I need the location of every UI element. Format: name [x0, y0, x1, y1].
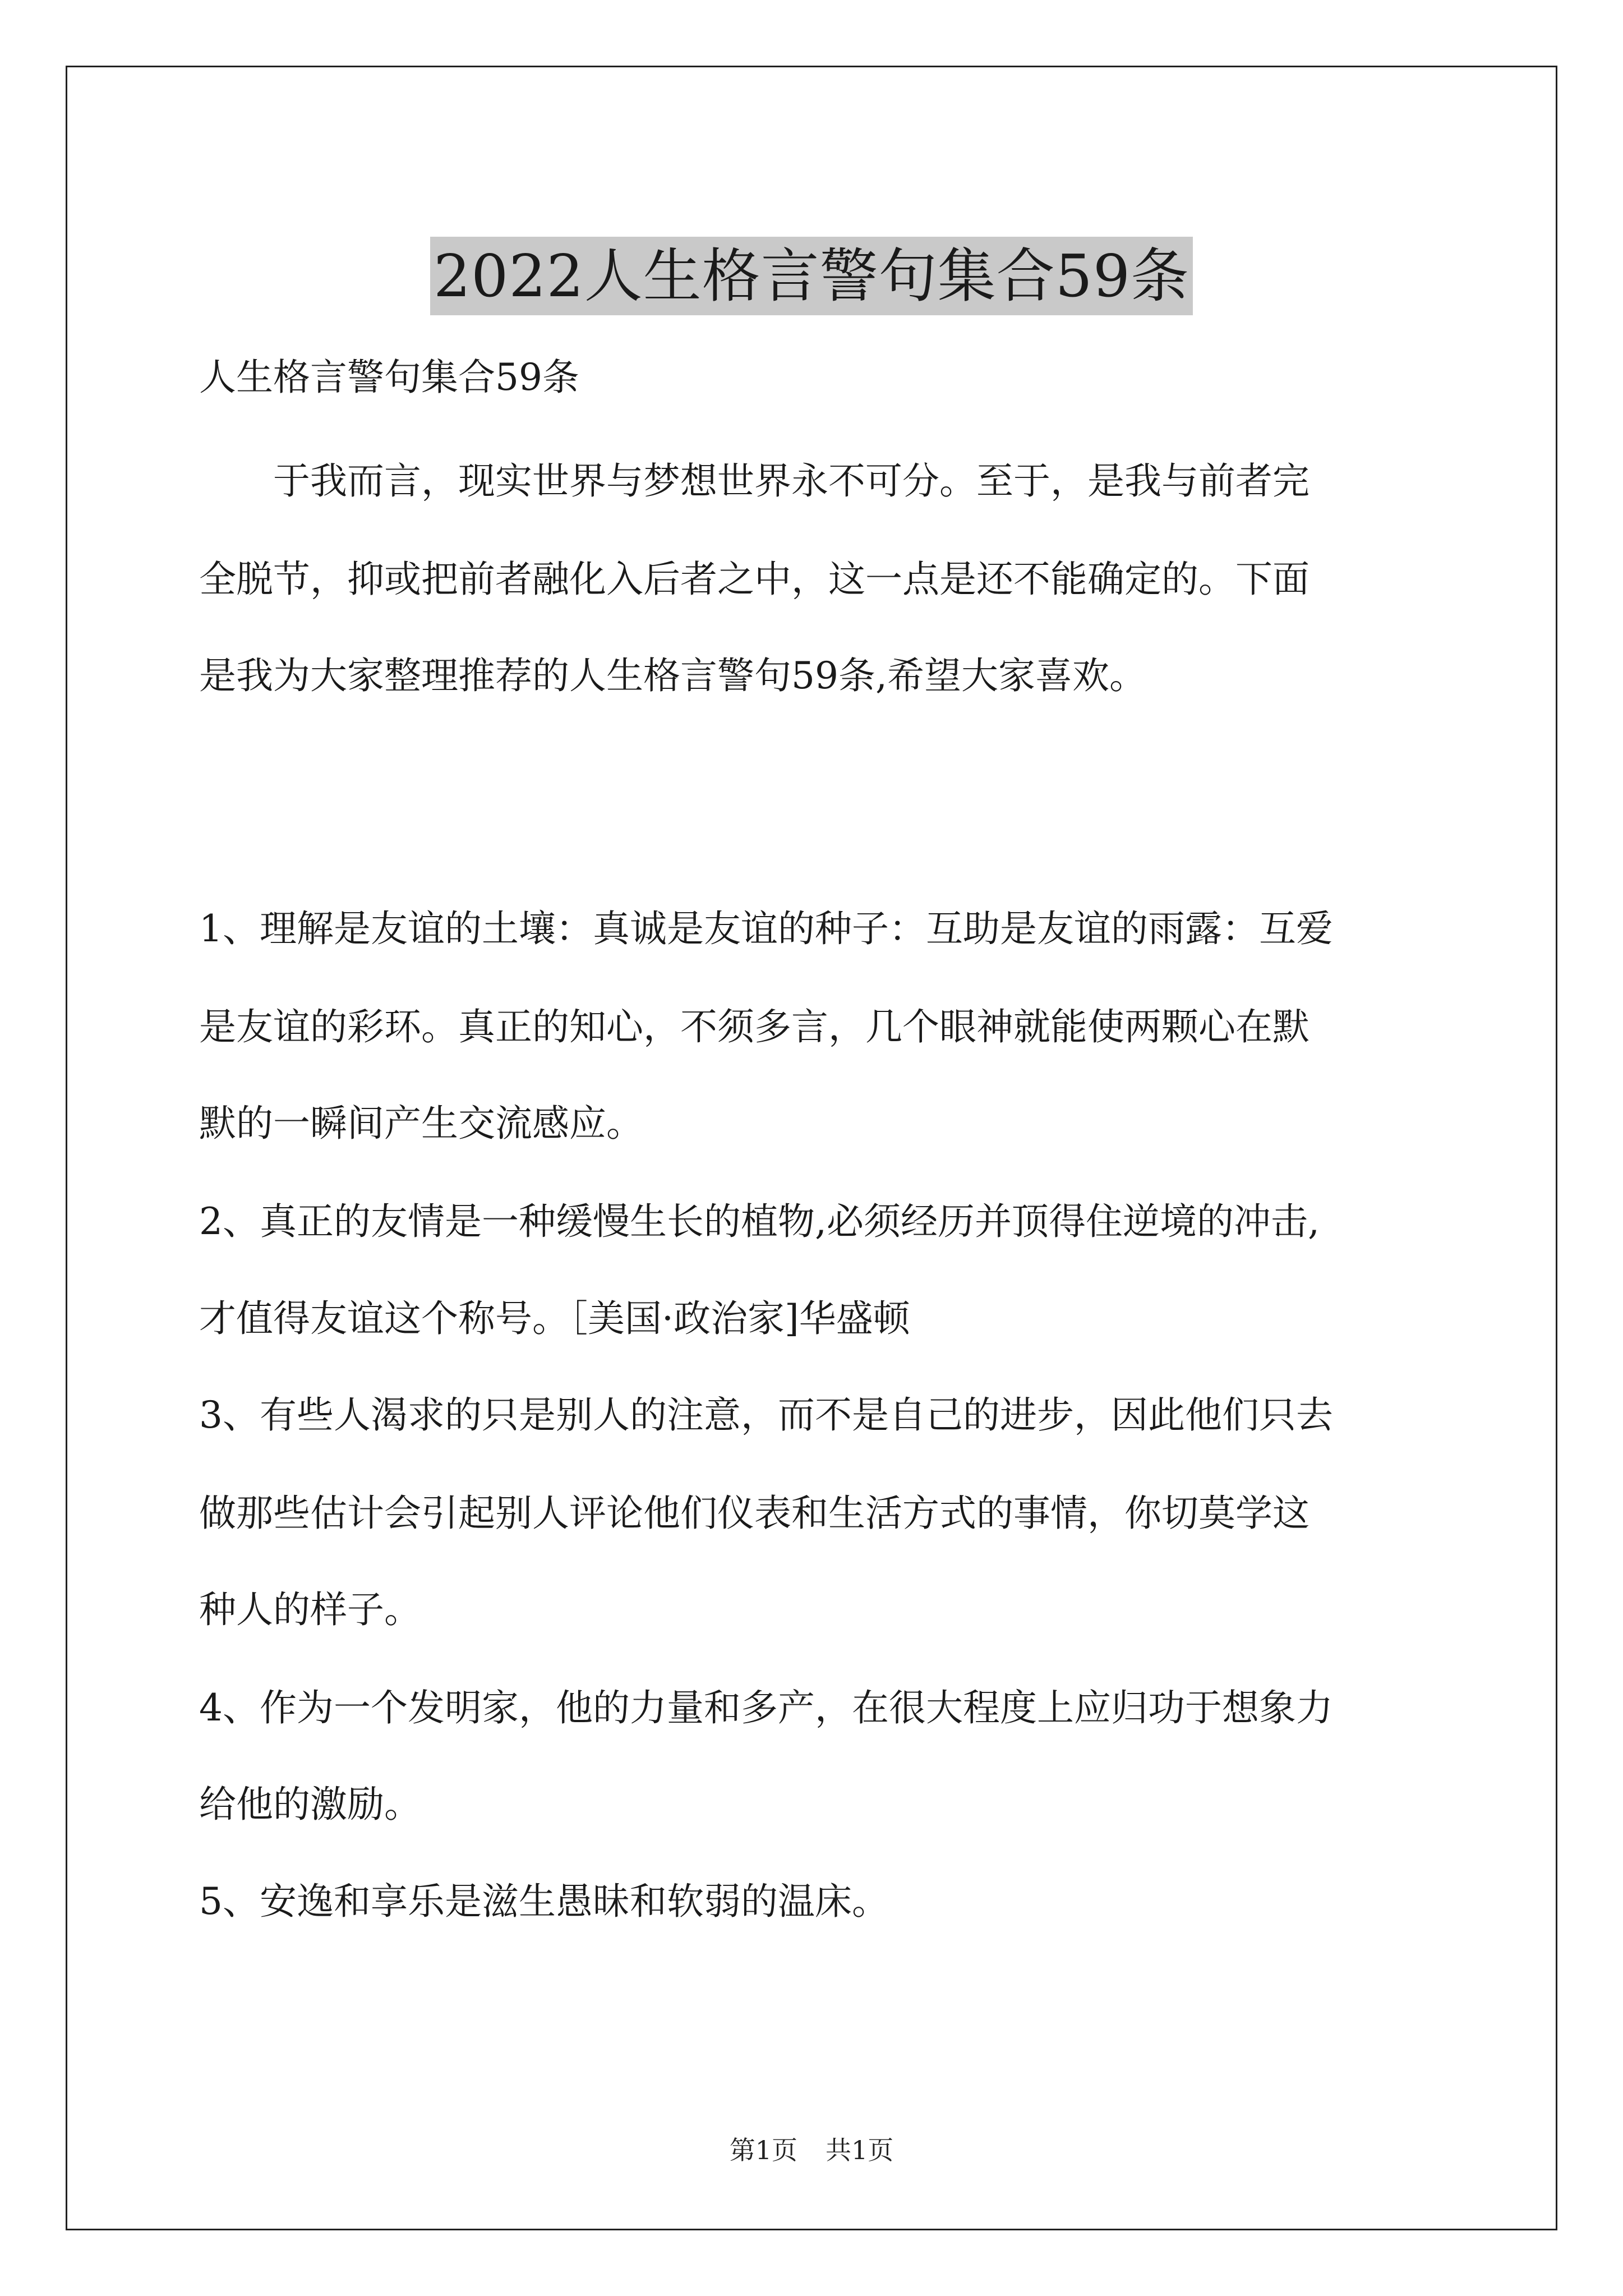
- quote-line: 4、作为一个发明家，他的力量和多产，在很大程度上应归功于想象力: [199, 1686, 1333, 1729]
- title-area: [0, 197, 1623, 354]
- quote-line: 是友谊的彩环。真正的知心，不须多言，几个眼神就能使两颗心在默: [199, 1005, 1310, 1048]
- document-title: 2022人生格言警句集合59条: [430, 237, 1193, 315]
- quote-line: 做那些估计会引起别人评论他们仪表和生活方式的事情，你切莫学这: [199, 1492, 1310, 1535]
- quote-line: 给他的激励。: [199, 1783, 421, 1826]
- page-footer: [0, 2134, 1623, 2166]
- quote-line: 5、安逸和享乐是滋生愚昧和软弱的温床。: [199, 1880, 889, 1923]
- quote-line: 2、真正的友情是一种缓慢生长的植物,必须经历并顶得住逆境的冲击,: [199, 1200, 1320, 1243]
- quote-line: 默的一瞬间产生交流感应。: [199, 1102, 643, 1145]
- intro-line: 是我为大家整理推荐的人生格言警句59条,希望大家喜欢。: [199, 654, 1146, 697]
- quote-line: 3、有些人渴求的只是别人的注意，而不是自己的进步，因此他们只去: [199, 1393, 1333, 1437]
- quote-line: 种人的样子。: [199, 1588, 421, 1631]
- quote-line: 才值得友谊这个称号。［美国·政治家]华盛顿: [199, 1297, 910, 1340]
- page-total: 共1页: [826, 2135, 894, 2165]
- quote-line: 1、理解是友谊的土壤：真诚是友谊的种子：互助是友谊的雨露：互爱: [199, 907, 1333, 950]
- document-subtitle: 人生格言警句集合59条: [199, 356, 579, 399]
- page-number: 第1页: [729, 2135, 797, 2165]
- intro-line: 全脱节，抑或把前者融化入后者之中，这一点是还不能确定的。下面: [199, 558, 1310, 601]
- intro-line: 于我而言，现实世界与梦想世界永不可分。至于，是我与前者完: [273, 459, 1310, 503]
